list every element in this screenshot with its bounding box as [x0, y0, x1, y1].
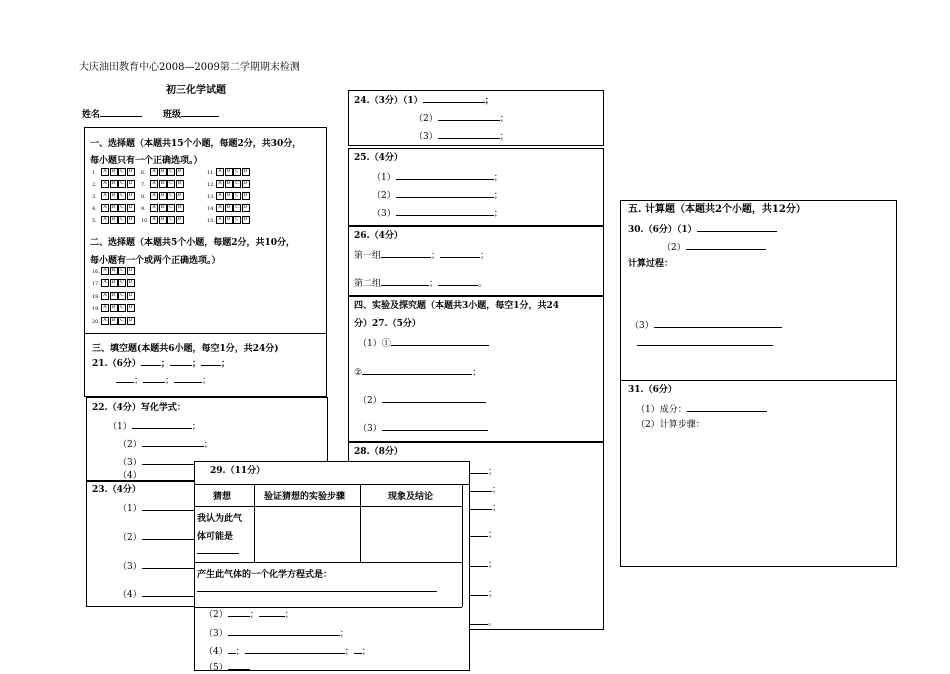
choice-bubble[interactable]: B — [159, 168, 167, 176]
q30-process-label: 计算过程： — [628, 259, 674, 269]
choice-bubble[interactable]: C — [167, 216, 175, 224]
blank[interactable] — [142, 437, 204, 447]
choice-row — [92, 168, 135, 177]
blank[interactable] — [132, 419, 192, 429]
blank[interactable] — [438, 129, 500, 139]
q30-item-2 — [662, 240, 766, 254]
item-label: （1）① — [358, 339, 391, 349]
choice-bubble[interactable]: B — [225, 168, 233, 176]
item-label: （2） — [118, 533, 142, 543]
q25-item-2: （2） ； — [372, 188, 503, 202]
choice-bubble[interactable]: A — [101, 304, 109, 312]
end-mark: 。 — [478, 279, 488, 289]
choice-bubble[interactable]: D — [127, 279, 135, 287]
choice-bubble[interactable]: A — [216, 204, 224, 212]
table-border — [462, 484, 463, 607]
choice-row — [92, 292, 135, 301]
choice-bubble[interactable]: B — [225, 192, 233, 200]
choice-bubble[interactable]: D — [127, 168, 135, 176]
choice-row — [207, 180, 250, 189]
class-field[interactable] — [163, 107, 219, 121]
choice-bubble[interactable]: B — [110, 267, 118, 275]
choice-bubble[interactable]: C — [167, 168, 175, 176]
q29-title: 29.（11分） — [210, 466, 266, 476]
item-label: （3） — [372, 209, 396, 219]
q28-blank-2[interactable]: ； — [470, 482, 501, 496]
choice-bubble[interactable]: B — [110, 317, 118, 325]
choice-row — [207, 192, 250, 201]
choice-bubble[interactable]: C — [118, 192, 126, 200]
item-label: （2） — [358, 396, 382, 406]
choice-bubble[interactable]: A — [101, 180, 109, 188]
item-label: （3） — [118, 562, 142, 572]
choice-bubble[interactable]: C — [118, 204, 126, 212]
item-label: （1） — [108, 422, 132, 432]
item-label: （4） — [118, 471, 142, 481]
choice-bubble[interactable]: B — [225, 216, 233, 224]
q22-item-3 — [118, 455, 194, 469]
blank[interactable] — [382, 421, 488, 431]
blank[interactable] — [396, 170, 494, 180]
choice-bubble[interactable]: B — [159, 204, 167, 212]
q28-blank-7[interactable] — [470, 615, 497, 629]
choice-bubble[interactable]: A — [150, 192, 158, 200]
blank[interactable] — [354, 644, 362, 654]
blank[interactable] — [142, 501, 194, 511]
section4-instruction-2: 分）27.（5分） — [354, 319, 421, 329]
blank[interactable] — [697, 222, 777, 232]
choice-bubble[interactable]: D — [176, 192, 184, 200]
choice-row — [141, 216, 184, 225]
q23-item-3 — [118, 559, 194, 573]
choice-bubble[interactable]: A — [216, 180, 224, 188]
q29-item-5 — [204, 660, 250, 674]
item-label: （3） — [630, 321, 654, 331]
choice-row — [92, 192, 135, 201]
choice-bubble[interactable]: C — [167, 192, 175, 200]
q24-item-1: 24.（3分）（1） ； — [354, 93, 494, 107]
q28-blank-3[interactable]: ； — [470, 500, 501, 514]
table-border — [194, 506, 462, 507]
choice-bubble[interactable]: C — [233, 168, 241, 176]
item-label: （4） — [118, 590, 142, 600]
item-label: （3） — [204, 629, 228, 639]
q31-item-2: （2）计算步骤： — [636, 420, 705, 430]
blank[interactable] — [228, 626, 340, 636]
blank[interactable] — [438, 111, 500, 121]
choice-bubble[interactable]: A — [101, 204, 109, 212]
section2-instruction-2: 每小题有一个或两个正确选项。） — [90, 256, 221, 266]
choice-bubble[interactable]: C — [167, 204, 175, 212]
q23-item-4 — [118, 587, 194, 601]
table-border — [194, 562, 462, 563]
blank[interactable] — [259, 607, 285, 617]
q26-title: 26.（4分） — [354, 231, 403, 241]
sep: ； — [220, 359, 230, 369]
sep: ； — [202, 376, 212, 386]
choice-bubble[interactable]: C — [167, 180, 175, 188]
group-label: 第二组 — [354, 279, 382, 289]
choice-bubble[interactable]: B — [110, 292, 118, 300]
q23-item-1 — [118, 501, 194, 515]
q21-row-2 — [116, 373, 211, 387]
blank[interactable] — [245, 644, 345, 654]
q21-row — [92, 356, 230, 370]
q29-guess-line1: 我认为此气 — [197, 514, 243, 524]
q22-item-2: （2） ； — [118, 437, 213, 451]
choice-bubble[interactable]: A — [101, 192, 109, 200]
blank[interactable] — [142, 559, 194, 569]
q22-title: 22.（4分）写化学式： — [92, 403, 186, 413]
choice-bubble[interactable]: B — [159, 180, 167, 188]
choice-bubble[interactable]: B — [110, 204, 118, 212]
q25-item-3: （3） ； — [372, 206, 503, 220]
choice-bubble[interactable]: C — [233, 204, 241, 212]
blank[interactable] — [423, 93, 485, 103]
choice-row — [207, 216, 250, 225]
choice-bubble[interactable]: A — [216, 168, 224, 176]
choice-bubble[interactable]: A — [101, 267, 109, 275]
choice-row — [92, 279, 135, 288]
q28-blank-6[interactable]: ； — [470, 586, 497, 600]
choice-bubble[interactable]: A — [216, 216, 224, 224]
blank[interactable] — [654, 318, 782, 328]
blank[interactable] — [396, 206, 494, 216]
exam-title: 大庆油田教育中心2008—2009第二学期期末检测 — [79, 62, 300, 73]
q29-equation-blank[interactable] — [197, 591, 437, 592]
choice-bubble[interactable]: D — [127, 292, 135, 300]
question-number: 14. — [207, 205, 215, 212]
divider — [84, 333, 327, 334]
blank[interactable] — [687, 402, 767, 412]
choice-bubble[interactable]: D — [127, 267, 135, 275]
choice-bubble[interactable]: B — [110, 304, 118, 312]
q23-title: 23.（4分） — [92, 485, 141, 495]
q26-group-2: 第二组 ； 。 — [354, 276, 487, 290]
choice-bubble[interactable]: A — [150, 204, 158, 212]
class-label: 班级 — [163, 110, 182, 120]
choice-bubble[interactable]: A — [216, 192, 224, 200]
item-label: （2） — [204, 610, 228, 620]
choice-bubble[interactable]: D — [242, 216, 250, 224]
sep: ； — [191, 359, 201, 369]
choice-bubble[interactable]: C — [233, 180, 241, 188]
choice-bubble[interactable]: D — [127, 192, 135, 200]
q24-title: 24.（3分）（1） — [354, 96, 423, 106]
choice-bubble[interactable]: A — [101, 216, 109, 224]
blank[interactable] — [228, 644, 236, 654]
item-label: （3） — [414, 132, 438, 142]
sep: ； — [160, 359, 170, 369]
blank[interactable] — [381, 276, 429, 286]
blank[interactable] — [396, 188, 494, 198]
choice-bubble[interactable]: B — [110, 168, 118, 176]
question-number: 8. — [141, 193, 146, 200]
blank[interactable] — [391, 336, 489, 346]
choice-row — [207, 168, 250, 177]
blank[interactable] — [382, 393, 486, 403]
choice-row — [207, 204, 250, 213]
choice-bubble[interactable]: D — [127, 317, 135, 325]
item-label: （2） — [372, 191, 396, 201]
choice-row — [92, 204, 135, 213]
q30-title: 30.（6分）（1） — [628, 225, 697, 235]
blank[interactable] — [438, 276, 478, 286]
q29-guess-blank[interactable] — [197, 544, 239, 558]
q25-title: 25.（4分） — [354, 153, 403, 163]
blank[interactable] — [440, 248, 480, 258]
question-number: 11. — [207, 169, 215, 176]
choice-row — [92, 216, 135, 225]
choice-bubble[interactable]: A — [101, 279, 109, 287]
blank[interactable] — [362, 365, 472, 375]
choice-bubble[interactable]: C — [118, 216, 126, 224]
question-number: 18. — [92, 293, 100, 300]
question-number: 2. — [92, 181, 97, 188]
choice-bubble[interactable]: C — [118, 168, 126, 176]
q28-blank-5[interactable]: ； — [470, 557, 497, 571]
question-number: 10. — [141, 217, 149, 224]
choice-bubble[interactable]: D — [242, 180, 250, 188]
choice-bubble[interactable]: D — [127, 216, 135, 224]
choice-bubble[interactable]: D — [176, 204, 184, 212]
choice-bubble[interactable]: C — [233, 216, 241, 224]
choice-bubble[interactable]: B — [159, 192, 167, 200]
blank[interactable] — [201, 356, 221, 366]
choice-bubble[interactable]: C — [233, 192, 241, 200]
blank[interactable] — [228, 660, 250, 670]
item-label: ② — [354, 368, 363, 378]
name-label: 姓名 — [82, 110, 101, 120]
blank[interactable] — [381, 248, 431, 258]
q27-item-2: ② ； — [354, 365, 481, 379]
q29-item-2: （2） ； ； — [204, 607, 294, 621]
choice-row — [92, 180, 135, 189]
q27-item-3 — [358, 393, 486, 407]
item-label: （1） — [118, 504, 142, 514]
item-label: （2） — [662, 243, 686, 253]
sep: ； — [134, 376, 144, 386]
choice-bubble[interactable]: A — [150, 180, 158, 188]
blank[interactable] — [143, 373, 165, 383]
q24-item-3: （3） ； — [414, 129, 509, 143]
choice-bubble[interactable]: A — [101, 292, 109, 300]
q31-title: 31.（6分） — [628, 385, 677, 395]
question-number: 7. — [141, 181, 146, 188]
q29-item-3: （3） ； — [204, 626, 349, 640]
q21-label: 21.（6分） — [92, 359, 141, 369]
table-border — [254, 484, 255, 562]
section4-instruction: 四、实验及探究题（本题共3小题，每空1分，共24 — [354, 301, 560, 311]
blank[interactable] — [142, 530, 194, 540]
choice-bubble[interactable]: A — [101, 317, 109, 325]
item-label: （2） — [118, 440, 142, 450]
choice-bubble[interactable]: C — [118, 292, 126, 300]
blank[interactable] — [174, 373, 202, 383]
choice-bubble[interactable]: D — [127, 304, 135, 312]
question-number: 15. — [207, 217, 215, 224]
choice-bubble[interactable]: D — [127, 204, 135, 212]
question-number: 13. — [207, 193, 215, 200]
blank[interactable] — [142, 455, 194, 465]
choice-row — [141, 204, 184, 213]
end-mark: 。 — [488, 618, 498, 628]
question-number: 1. — [92, 169, 97, 176]
choice-bubble[interactable]: B — [110, 279, 118, 287]
blank[interactable] — [170, 356, 192, 366]
group-label: 第一组 — [354, 251, 382, 261]
choice-bubble[interactable]: D — [242, 192, 250, 200]
item-label: （3） — [358, 424, 382, 434]
q29-equation-label: 产生此气体的一个化学方程式是： — [197, 570, 333, 580]
choice-bubble[interactable]: A — [150, 216, 158, 224]
choice-bubble[interactable]: B — [225, 180, 233, 188]
item-label: （1） — [372, 173, 396, 183]
q30-item-3 — [630, 318, 782, 332]
table-border — [360, 484, 361, 562]
item-label: （5） — [204, 663, 228, 673]
question-number: 3. — [92, 193, 97, 200]
exam-subtitle: 初三化学试题 — [166, 85, 226, 96]
blank[interactable] — [116, 373, 134, 383]
q29-col-result: 现象及结论 — [388, 492, 434, 502]
q28-title: 28.（8分） — [354, 447, 403, 457]
q29-col-guess: 猜想 — [213, 492, 232, 502]
choice-bubble[interactable]: B — [110, 180, 118, 188]
choice-bubble[interactable]: D — [176, 216, 184, 224]
name-field[interactable] — [82, 107, 142, 121]
choice-bubble[interactable]: A — [150, 168, 158, 176]
table-border — [194, 484, 470, 485]
sep: ； — [165, 376, 175, 386]
blank[interactable] — [142, 587, 194, 597]
item-label: （4） — [204, 647, 228, 657]
question-number: 16. — [92, 268, 100, 275]
choice-bubble[interactable]: C — [118, 304, 126, 312]
q30-blank-extra[interactable] — [637, 345, 773, 346]
question-number: 6. — [141, 169, 146, 176]
q23-item-2 — [118, 530, 194, 544]
section5-title: 五. 计算题（本题共2个小题，共12分） — [628, 204, 806, 215]
section2-instruction: 二、选择题（本题共5个小题，每题2分，共10分， — [90, 238, 296, 248]
q28-blank-4[interactable]: ； — [470, 527, 497, 541]
question-number: 19. — [92, 305, 100, 312]
question-number: 5. — [92, 217, 97, 224]
choice-row — [141, 180, 184, 189]
choice-bubble[interactable]: D — [127, 180, 135, 188]
choice-row — [92, 317, 135, 326]
q27-item-1 — [358, 336, 489, 350]
choice-bubble[interactable]: D — [242, 204, 250, 212]
choice-bubble[interactable]: D — [176, 180, 184, 188]
choice-row — [92, 267, 135, 276]
q26-group-1: 第一组 ； ； — [354, 248, 489, 262]
question-number: 9. — [141, 205, 146, 212]
item-label: （1）成分： — [636, 405, 687, 415]
blank[interactable] — [686, 240, 766, 250]
choice-bubble[interactable]: C — [118, 180, 126, 188]
item-label: （2） — [414, 114, 438, 124]
question-number: 12. — [207, 181, 215, 188]
question-number: 20. — [92, 318, 100, 325]
section3-instruction: 三、填空题(本题共6小题，每空1分，共24分) — [92, 344, 279, 354]
q22-item-1: （1） ； — [108, 419, 201, 433]
question-number: 4. — [92, 205, 97, 212]
choice-bubble[interactable]: B — [110, 192, 118, 200]
q30-item-1 — [628, 222, 777, 236]
choice-bubble[interactable]: B — [110, 216, 118, 224]
q29-guess-line2: 体可能是 — [197, 532, 234, 542]
choice-bubble[interactable]: C — [118, 317, 126, 325]
choice-bubble[interactable]: A — [101, 168, 109, 176]
question-number: 17. — [92, 280, 100, 287]
blank[interactable] — [228, 607, 250, 617]
choice-bubble[interactable]: C — [118, 279, 126, 287]
choice-row — [92, 304, 135, 313]
choice-bubble[interactable]: B — [225, 204, 233, 212]
choice-row — [141, 168, 184, 177]
choice-bubble[interactable]: D — [242, 168, 250, 176]
q29-item-4: （4） ； ； ； — [204, 644, 371, 658]
choice-bubble[interactable]: D — [176, 168, 184, 176]
q24-item-2: （2） ； — [414, 111, 509, 125]
choice-bubble[interactable]: C — [118, 267, 126, 275]
blank[interactable] — [141, 356, 161, 366]
q28-blank-1[interactable]: ； — [470, 464, 497, 478]
q29-col-steps: 验证猜想的实验步骤 — [264, 492, 346, 502]
choice-row — [141, 192, 184, 201]
q31-item-1 — [636, 402, 767, 416]
choice-bubble[interactable]: B — [159, 216, 167, 224]
item-label: （3） — [118, 458, 142, 468]
section1-instruction-2: 每小题只有一个正确选项。） — [90, 156, 203, 166]
q27-item-4 — [358, 421, 488, 435]
q25-item-1: （1） ； — [372, 170, 503, 184]
section1-instruction: 一、选择题（本题共15个小题，每题2分，共30分， — [90, 139, 302, 149]
